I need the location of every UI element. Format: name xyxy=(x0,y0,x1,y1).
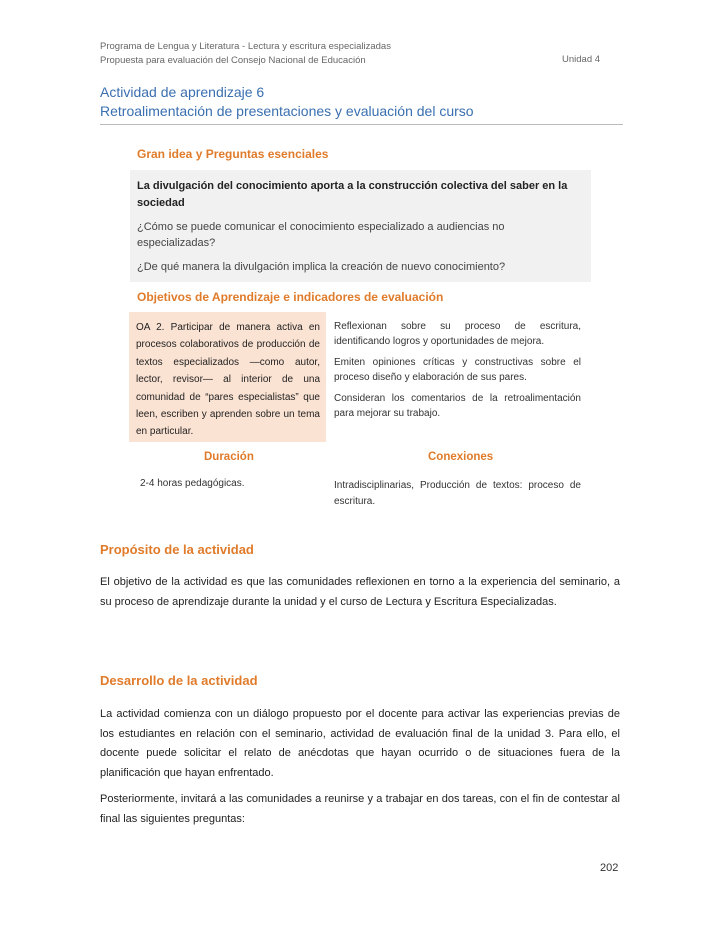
heading-divider xyxy=(100,124,623,125)
header-unit: Unidad 4 xyxy=(562,54,601,65)
header-proposal: Propuesta para evaluación del Consejo Nacional de Educación xyxy=(100,55,366,66)
big-ideas-heading: Gran idea y Preguntas esenciales xyxy=(137,147,329,161)
activity-subtitle: Retroalimentación de presentaciones y evaluación del curso xyxy=(100,103,474,119)
activity-title: Actividad de aprendizaje 6 xyxy=(100,84,265,100)
activity-heading xyxy=(100,83,474,121)
development-paragraph-2: Posteriormente, invitará a las comunidades a reunirse y a trabajar en dos tareas, con el fin de contestar al final las siguientes preguntas: xyxy=(100,793,620,825)
duration-text: 2-4 horas pedagógicas. xyxy=(140,478,245,489)
connections-text: Intradisciplinarias, Producción de textos: proceso de escritura. xyxy=(334,480,581,507)
running-header xyxy=(100,40,391,68)
purpose-paragraph: El objetivo de la actividad es que las comunidades reflexionen en torno a la experiencia del seminario, a su proceso de aprendizaje durante la unidad y el curso de Lectura y Escritura Especializadas. xyxy=(100,576,620,608)
learning-objective-text: OA 2. Participar de manera activa en procesos colaborativos de producción de textos especializados —como autor, lector, revisor— al interior de una comunidad de “pares especialistas” que leen, escriben y aprenden sobre un tema en particular. xyxy=(136,322,320,438)
duration-heading: Duración xyxy=(204,451,254,463)
purpose-heading: Propósito de la actividad xyxy=(100,542,254,557)
connections-heading: Conexiones xyxy=(428,451,494,463)
page-number: 202 xyxy=(600,862,619,874)
big-idea-statement: La divulgación del conocimiento aporta a la construcción colectiva del saber en la sociedad xyxy=(137,180,568,209)
header-program: Programa de Lengua y Literatura - Lectura y escritura especializadas xyxy=(100,41,391,52)
essential-question-1: ¿Cómo se puede comunicar el conocimiento especializado a audiencias no especializadas? xyxy=(137,221,505,249)
objectives-heading: Objetivos de Aprendizaje e indicadores de evaluación xyxy=(137,290,444,304)
development-heading: Desarrollo de la actividad xyxy=(100,673,258,688)
essential-question-2: ¿De qué manera la divulgación implica la creación de nuevo conocimiento? xyxy=(137,261,506,273)
indicator-2: Emiten opiniones críticas y constructivas sobre el proceso diseño y elaboración de sus pares. xyxy=(334,357,581,383)
indicator-1: Reflexionan sobre su proceso de escritura, identificando logros y oportunidades de mejora. xyxy=(334,321,581,347)
development-paragraph-1: La actividad comienza con un diálogo propuesto por el docente para activar las experiencias previas de los estudiantes en relación con el seminario, actividad de evaluación final de la unidad 3. Para ello, el docente puede solicitar el relato de anécdotas que hayan ocurrido o de situaciones fuera de la planificación que hayan enfrentado. xyxy=(100,708,620,779)
indicator-3: Consideran los comentarios de la retroalimentación para mejorar su trabajo. xyxy=(334,393,581,419)
